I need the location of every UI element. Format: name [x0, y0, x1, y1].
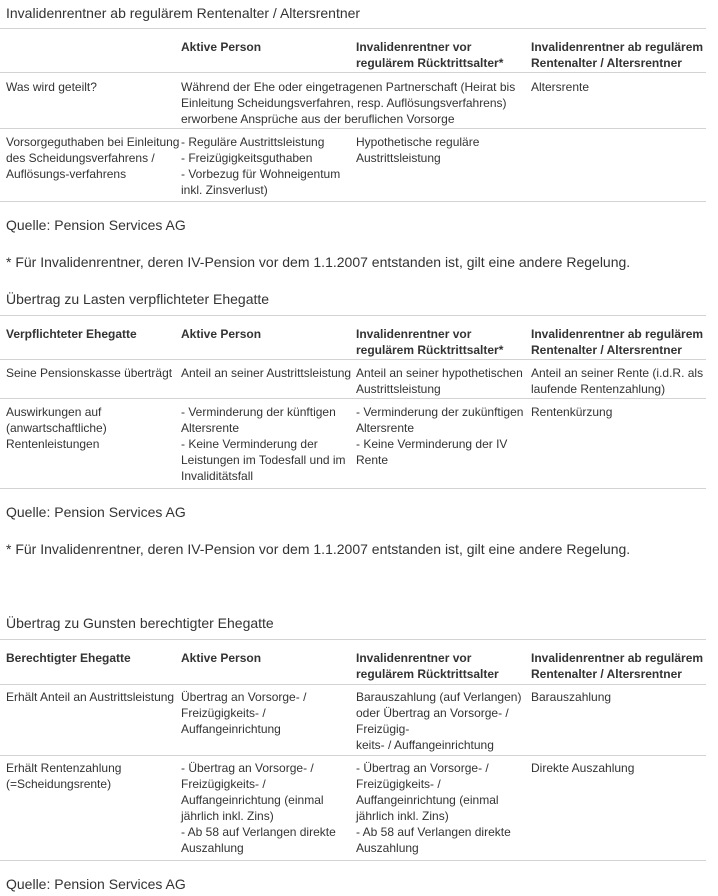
- source-note: Quelle: Pension Services AG: [6, 217, 186, 233]
- table-cell: Anteil an seiner Rente (i.d.R. als laufende Rentenzahlung): [531, 366, 704, 396]
- source-note: Quelle: Pension Services AG: [6, 504, 186, 520]
- table-rule: [0, 860, 706, 861]
- table-cell: Während der Ehe oder eingetragenen Partnerschaft (Heirat bis Einleitung Scheidungsverfahren, resp. Auflösungsverfahrens) erworbene Ansprüche aus der beruflichen Vorsorge: [181, 80, 516, 126]
- table-rule: [0, 398, 706, 399]
- table-rule: [0, 315, 706, 316]
- table-header-cell: Invalidenrentner vor regulärem Rücktrittsalter: [356, 651, 499, 681]
- table-cell: Barauszahlung (auf Verlangen) oder Übertrag an Vorsorge- / Freizügig- keits- / Auffangeinrichtung: [356, 690, 522, 752]
- table-header-cell: Aktive Person: [181, 327, 262, 341]
- table-cell: - Reguläre Austrittsleistung - Freizügigkeitsguthaben - Vorbezug für Wohneigentum inkl. Zinsverlust): [181, 135, 341, 197]
- table-cell: Übertrag an Vorsorge- / Freizügigkeits- / Auffangeinrichtung: [181, 690, 307, 736]
- table-cell: Vorsorgeguthaben bei Einleitung des Scheidungsverfahrens / Auflösungs-verfahrens: [6, 135, 180, 181]
- table-header-cell: Invalidenrentner ab regulärem Rentenalter / Altersrentner: [531, 327, 704, 357]
- table-header-cell: Invalidenrentner vor regulärem Rücktrittsalter*: [356, 327, 504, 357]
- table-cell: Erhält Rentenzahlung (=Scheidungsrente): [6, 761, 122, 791]
- footnote: * Für Invalidenrentner, deren IV-Pension vor dem 1.1.2007 entstanden ist, gilt eine andere Regelung.: [6, 254, 631, 270]
- section-title: Invalidenrentner ab regulärem Rentenalter / Altersrentner: [6, 5, 361, 21]
- table-rule: [0, 488, 706, 489]
- table-rule: [0, 359, 706, 360]
- table-rule: [0, 639, 706, 640]
- table-header-cell: Invalidenrentner ab regulärem Rentenalter / Altersrentner: [531, 40, 704, 70]
- table-cell: Direkte Auszahlung: [531, 761, 635, 775]
- table-cell: - Übertrag an Vorsorge- / Freizügigkeits- / Auffangeinrichtung (einmal jährlich inkl. Zins) - Ab 58 auf Verlangen direkte Auszahlung: [356, 761, 511, 855]
- table-rule: [0, 755, 706, 756]
- table-cell: Rentenkürzung: [531, 405, 613, 419]
- table-header-cell: Verpflichteter Ehegatte: [6, 327, 137, 341]
- source-note: Quelle: Pension Services AG: [6, 876, 186, 892]
- table-cell: Barauszahlung: [531, 690, 612, 704]
- table-rule: [0, 684, 706, 685]
- table-rule: [0, 201, 706, 202]
- table-cell: Seine Pensionskasse überträgt: [6, 366, 173, 380]
- table-header-cell: Aktive Person: [181, 651, 262, 665]
- table-cell: Anteil an seiner hypothetischen Austrittsleistung: [356, 366, 523, 396]
- section-title: Übertrag zu Gunsten berechtigter Ehegatte: [6, 615, 274, 631]
- table-header-cell: Berechtigter Ehegatte: [6, 651, 131, 665]
- table-cell: Was wird geteilt?: [6, 80, 97, 94]
- section-title: Übertrag zu Lasten verpflichteter Ehegatte: [6, 291, 270, 307]
- table-rule: [0, 72, 706, 73]
- table-cell: Erhält Anteil an Austrittsleistung: [6, 690, 175, 704]
- table-header-cell: Invalidenrentner ab regulärem Rentenalter / Altersrentner: [531, 651, 704, 681]
- table-cell: Hypothetische reguläre Austrittsleistung: [356, 135, 480, 165]
- table-cell: - Verminderung der künftigen Altersrente - Keine Verminderung der Leistungen im Todesfall und im Invaliditätsfall: [181, 405, 346, 483]
- table-cell: - Übertrag an Vorsorge- / Freizügigkeits- / Auffangeinrichtung (einmal jährlich inkl. Zins) - Ab 58 auf Verlangen direkte Auszahlung: [181, 761, 336, 855]
- table-cell: Auswirkungen auf (anwartschaftliche) Rentenleistungen: [6, 405, 107, 451]
- table-rule: [0, 128, 706, 129]
- table-cell: Altersrente: [531, 80, 590, 94]
- table-header-cell: Invalidenrentner vor regulärem Rücktrittsalter*: [356, 40, 504, 70]
- footnote: * Für Invalidenrentner, deren IV-Pension vor dem 1.1.2007 entstanden ist, gilt eine andere Regelung.: [6, 541, 631, 557]
- table-rule: [0, 28, 706, 29]
- table-header-cell: Aktive Person: [181, 40, 262, 54]
- table-cell: Anteil an seiner Austrittsleistung: [181, 366, 352, 380]
- table-cell: - Verminderung der zukünftigen Altersrente - Keine Verminderung der IV Rente: [356, 405, 524, 467]
